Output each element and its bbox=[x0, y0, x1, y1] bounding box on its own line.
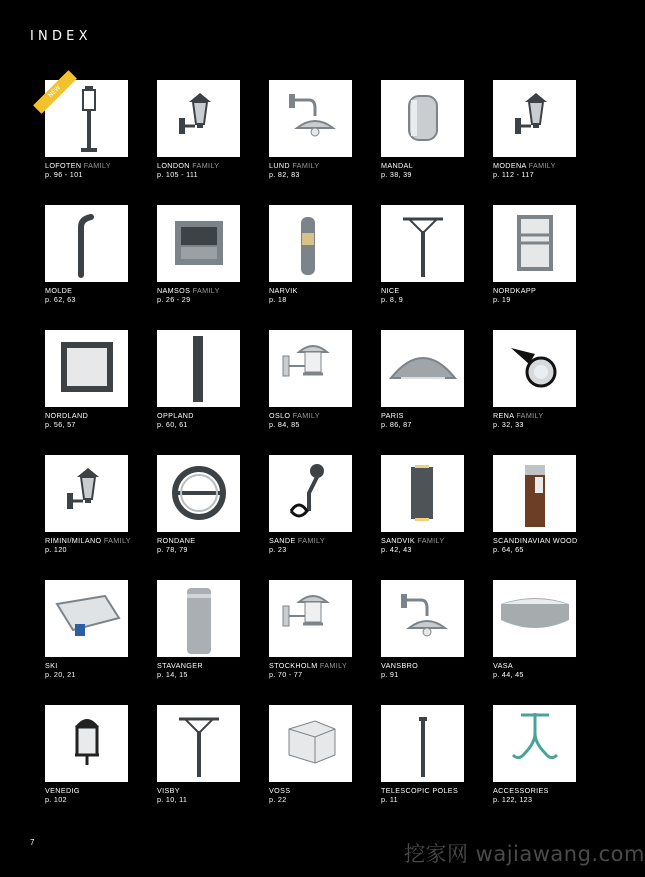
item-caption bbox=[157, 412, 267, 429]
index-item bbox=[381, 580, 491, 679]
wall-lantern-round-icon bbox=[269, 330, 352, 407]
index-item bbox=[157, 580, 267, 679]
item-name: MOLDE bbox=[45, 286, 73, 295]
index-item bbox=[493, 580, 603, 679]
index-item bbox=[493, 330, 603, 429]
page-number: 7 bbox=[30, 838, 35, 847]
index-item bbox=[157, 80, 267, 179]
post-lamp-icon bbox=[157, 705, 240, 782]
item-pages: p. 70 - 77 bbox=[269, 669, 303, 679]
item-name: LUND bbox=[269, 161, 290, 170]
spotlight-icon bbox=[493, 330, 576, 407]
item-caption bbox=[493, 162, 603, 179]
index-item bbox=[381, 705, 491, 804]
item-pages: p. 84, 85 bbox=[269, 419, 300, 429]
item-caption bbox=[381, 287, 491, 304]
item-pages: p. 120 bbox=[45, 544, 67, 554]
item-caption bbox=[493, 412, 603, 429]
item-name: NORDKAPP bbox=[493, 286, 537, 295]
item-pages: p. 82, 83 bbox=[269, 169, 300, 179]
item-name: OPPLAND bbox=[157, 411, 194, 420]
item-pages: p. 14, 15 bbox=[157, 669, 188, 679]
item-family: FAMILY bbox=[101, 536, 131, 545]
item-pages: p. 10, 11 bbox=[157, 794, 188, 804]
item-caption bbox=[157, 787, 267, 804]
item-name: NAMSOS bbox=[157, 286, 191, 295]
item-name: OSLO bbox=[269, 411, 291, 420]
item-name: RENA bbox=[493, 411, 514, 420]
index-item bbox=[157, 330, 267, 429]
item-pages: p. 86, 87 bbox=[381, 419, 412, 429]
item-pages: p. 42, 43 bbox=[381, 544, 412, 554]
index-item bbox=[45, 705, 155, 804]
item-family: FAMILY bbox=[190, 286, 220, 295]
item-name: LONDON bbox=[157, 161, 190, 170]
wall-lantern-icon bbox=[45, 455, 128, 532]
garden-spike-icon bbox=[269, 455, 352, 532]
item-name: SANDVIK bbox=[381, 536, 416, 545]
item-caption bbox=[269, 287, 379, 304]
item-family: FAMILY bbox=[415, 536, 445, 545]
square-panel-light-icon bbox=[45, 330, 128, 407]
item-caption bbox=[269, 662, 379, 679]
item-pages: p. 22 bbox=[269, 794, 287, 804]
new-badge: NEW bbox=[33, 70, 77, 114]
index-item bbox=[381, 455, 491, 554]
item-caption bbox=[45, 162, 155, 179]
index-item bbox=[45, 580, 155, 679]
item-name: LOFOTEN bbox=[45, 161, 82, 170]
item-family: FAMILY bbox=[290, 411, 320, 420]
wall-lantern-round-icon bbox=[269, 580, 352, 657]
item-caption bbox=[381, 537, 491, 554]
item-name: NORDLAND bbox=[45, 411, 89, 420]
item-caption bbox=[269, 537, 379, 554]
item-caption bbox=[381, 412, 491, 429]
item-caption bbox=[157, 162, 267, 179]
item-name: STOCKHOLM bbox=[269, 661, 318, 670]
index-item bbox=[157, 455, 267, 554]
item-caption bbox=[157, 662, 267, 679]
item-caption bbox=[381, 162, 491, 179]
item-pages: p. 11 bbox=[381, 794, 398, 804]
item-pages: p. 60, 61 bbox=[157, 419, 188, 429]
index-item bbox=[157, 705, 267, 804]
index-item bbox=[269, 330, 379, 429]
item-pages: p. 122, 123 bbox=[493, 794, 533, 804]
item-family: FAMILY bbox=[81, 161, 111, 170]
item-name: NARVIK bbox=[269, 286, 298, 295]
item-caption bbox=[381, 787, 491, 804]
item-name: ACCESSORIES bbox=[493, 786, 549, 795]
item-caption bbox=[45, 662, 155, 679]
item-name: SCANDINAVIAN WOOD bbox=[493, 536, 578, 545]
item-family: FAMILY bbox=[513, 411, 544, 420]
index-item bbox=[493, 455, 603, 554]
item-caption bbox=[45, 787, 155, 804]
item-name: STAVANGER bbox=[157, 661, 203, 670]
cube-wall-light-icon bbox=[269, 705, 352, 782]
item-pages: p. 91 bbox=[381, 669, 399, 679]
item-caption bbox=[493, 287, 603, 304]
item-name: MANDAL bbox=[381, 161, 414, 170]
index-item bbox=[45, 330, 155, 429]
item-family: FAMILY bbox=[295, 536, 325, 545]
item-pages: p. 78, 79 bbox=[157, 544, 188, 554]
index-item bbox=[45, 205, 155, 304]
item-pages: p. 62, 63 bbox=[45, 294, 76, 304]
item-pages: p. 102 bbox=[45, 794, 67, 804]
curved-bollard-icon bbox=[45, 205, 128, 282]
item-caption bbox=[269, 162, 379, 179]
item-pages: p. 112 - 117 bbox=[493, 169, 534, 179]
wall-cylinder-icon bbox=[381, 80, 464, 157]
index-item bbox=[493, 80, 603, 179]
item-family: FAMILY bbox=[189, 161, 220, 170]
wall-pendant-shade-icon bbox=[269, 80, 352, 157]
wood-bollard-icon bbox=[493, 455, 576, 532]
wall-box-light-icon bbox=[381, 455, 464, 532]
item-pages: p. 105 - 111 bbox=[157, 169, 198, 179]
item-caption bbox=[493, 787, 603, 804]
item-pages: p. 8, 9 bbox=[381, 294, 404, 304]
item-name: RIMINI/MILANO bbox=[45, 536, 102, 545]
index-item bbox=[381, 80, 491, 179]
item-pages: p. 26 - 29 bbox=[157, 294, 191, 304]
item-name: PARIS bbox=[381, 411, 404, 420]
item-pages: p. 38, 39 bbox=[381, 169, 412, 179]
item-pages: p. 96 - 101 bbox=[45, 169, 83, 179]
dome-light-icon bbox=[381, 330, 464, 407]
index-item bbox=[157, 205, 267, 304]
item-pages: p. 23 bbox=[269, 544, 287, 554]
index-item bbox=[45, 455, 155, 554]
wall-lantern-icon bbox=[493, 80, 576, 157]
item-caption bbox=[45, 287, 155, 304]
pole-icon bbox=[381, 705, 464, 782]
item-caption bbox=[493, 537, 603, 554]
item-caption bbox=[269, 787, 379, 804]
item-caption bbox=[45, 537, 155, 554]
item-name: VASA bbox=[493, 661, 514, 670]
item-pages: p. 56, 57 bbox=[45, 419, 76, 429]
wall-lantern-icon bbox=[157, 80, 240, 157]
item-name: VOSS bbox=[269, 786, 291, 795]
round-bulkhead-icon bbox=[157, 455, 240, 532]
item-name: SANDE bbox=[269, 536, 296, 545]
item-name: VISBY bbox=[157, 786, 180, 795]
item-name: RONDANE bbox=[157, 536, 196, 545]
index-item bbox=[269, 205, 379, 304]
recessed-wall-light-icon bbox=[157, 205, 240, 282]
item-pages: p. 44, 45 bbox=[493, 669, 524, 679]
item-pages: p. 20, 21 bbox=[45, 669, 76, 679]
oval-wall-light-icon bbox=[493, 580, 576, 657]
item-pages: p. 64, 65 bbox=[493, 544, 524, 554]
item-family: FAMILY bbox=[289, 161, 320, 170]
item-name: TELESCOPIC POLES bbox=[381, 786, 459, 795]
index-item bbox=[269, 705, 379, 804]
bollard-lantern-icon bbox=[45, 80, 128, 157]
item-caption bbox=[493, 662, 603, 679]
wall-pendant-shade-icon bbox=[381, 580, 464, 657]
cylinder-bollard-icon bbox=[157, 580, 240, 657]
square-wall-light-icon bbox=[493, 205, 576, 282]
index-item bbox=[269, 80, 379, 179]
tall-bollard-icon bbox=[157, 330, 240, 407]
item-name: MODENA bbox=[493, 161, 527, 170]
item-name: VENEDIG bbox=[45, 786, 80, 795]
index-item bbox=[45, 80, 155, 179]
index-item bbox=[493, 705, 603, 804]
post-lamp-icon bbox=[381, 205, 464, 282]
item-family: FAMILY bbox=[317, 661, 348, 670]
item-pages: p. 32, 33 bbox=[493, 419, 524, 429]
index-item bbox=[381, 205, 491, 304]
item-name: NICE bbox=[381, 286, 400, 295]
bollard-icon bbox=[269, 205, 352, 282]
page-title: INDEX bbox=[30, 29, 92, 44]
watermark: 挖家网 wajiawang.com bbox=[404, 842, 645, 866]
index-item bbox=[269, 455, 379, 554]
item-family: FAMILY bbox=[526, 161, 556, 170]
item-caption bbox=[381, 662, 491, 679]
item-name: VANSBRO bbox=[381, 661, 419, 670]
item-pages: p. 18 bbox=[269, 294, 287, 304]
hanging-lantern-icon bbox=[45, 705, 128, 782]
item-caption bbox=[157, 287, 267, 304]
index-item bbox=[493, 205, 603, 304]
index-item bbox=[381, 330, 491, 429]
item-caption bbox=[45, 412, 155, 429]
item-caption bbox=[269, 412, 379, 429]
item-pages: p. 19 bbox=[493, 294, 511, 304]
bracket-icon bbox=[493, 705, 576, 782]
index-item bbox=[269, 580, 379, 679]
socket-box-icon bbox=[45, 580, 128, 657]
item-name: SKI bbox=[45, 661, 58, 670]
item-caption bbox=[157, 537, 267, 554]
